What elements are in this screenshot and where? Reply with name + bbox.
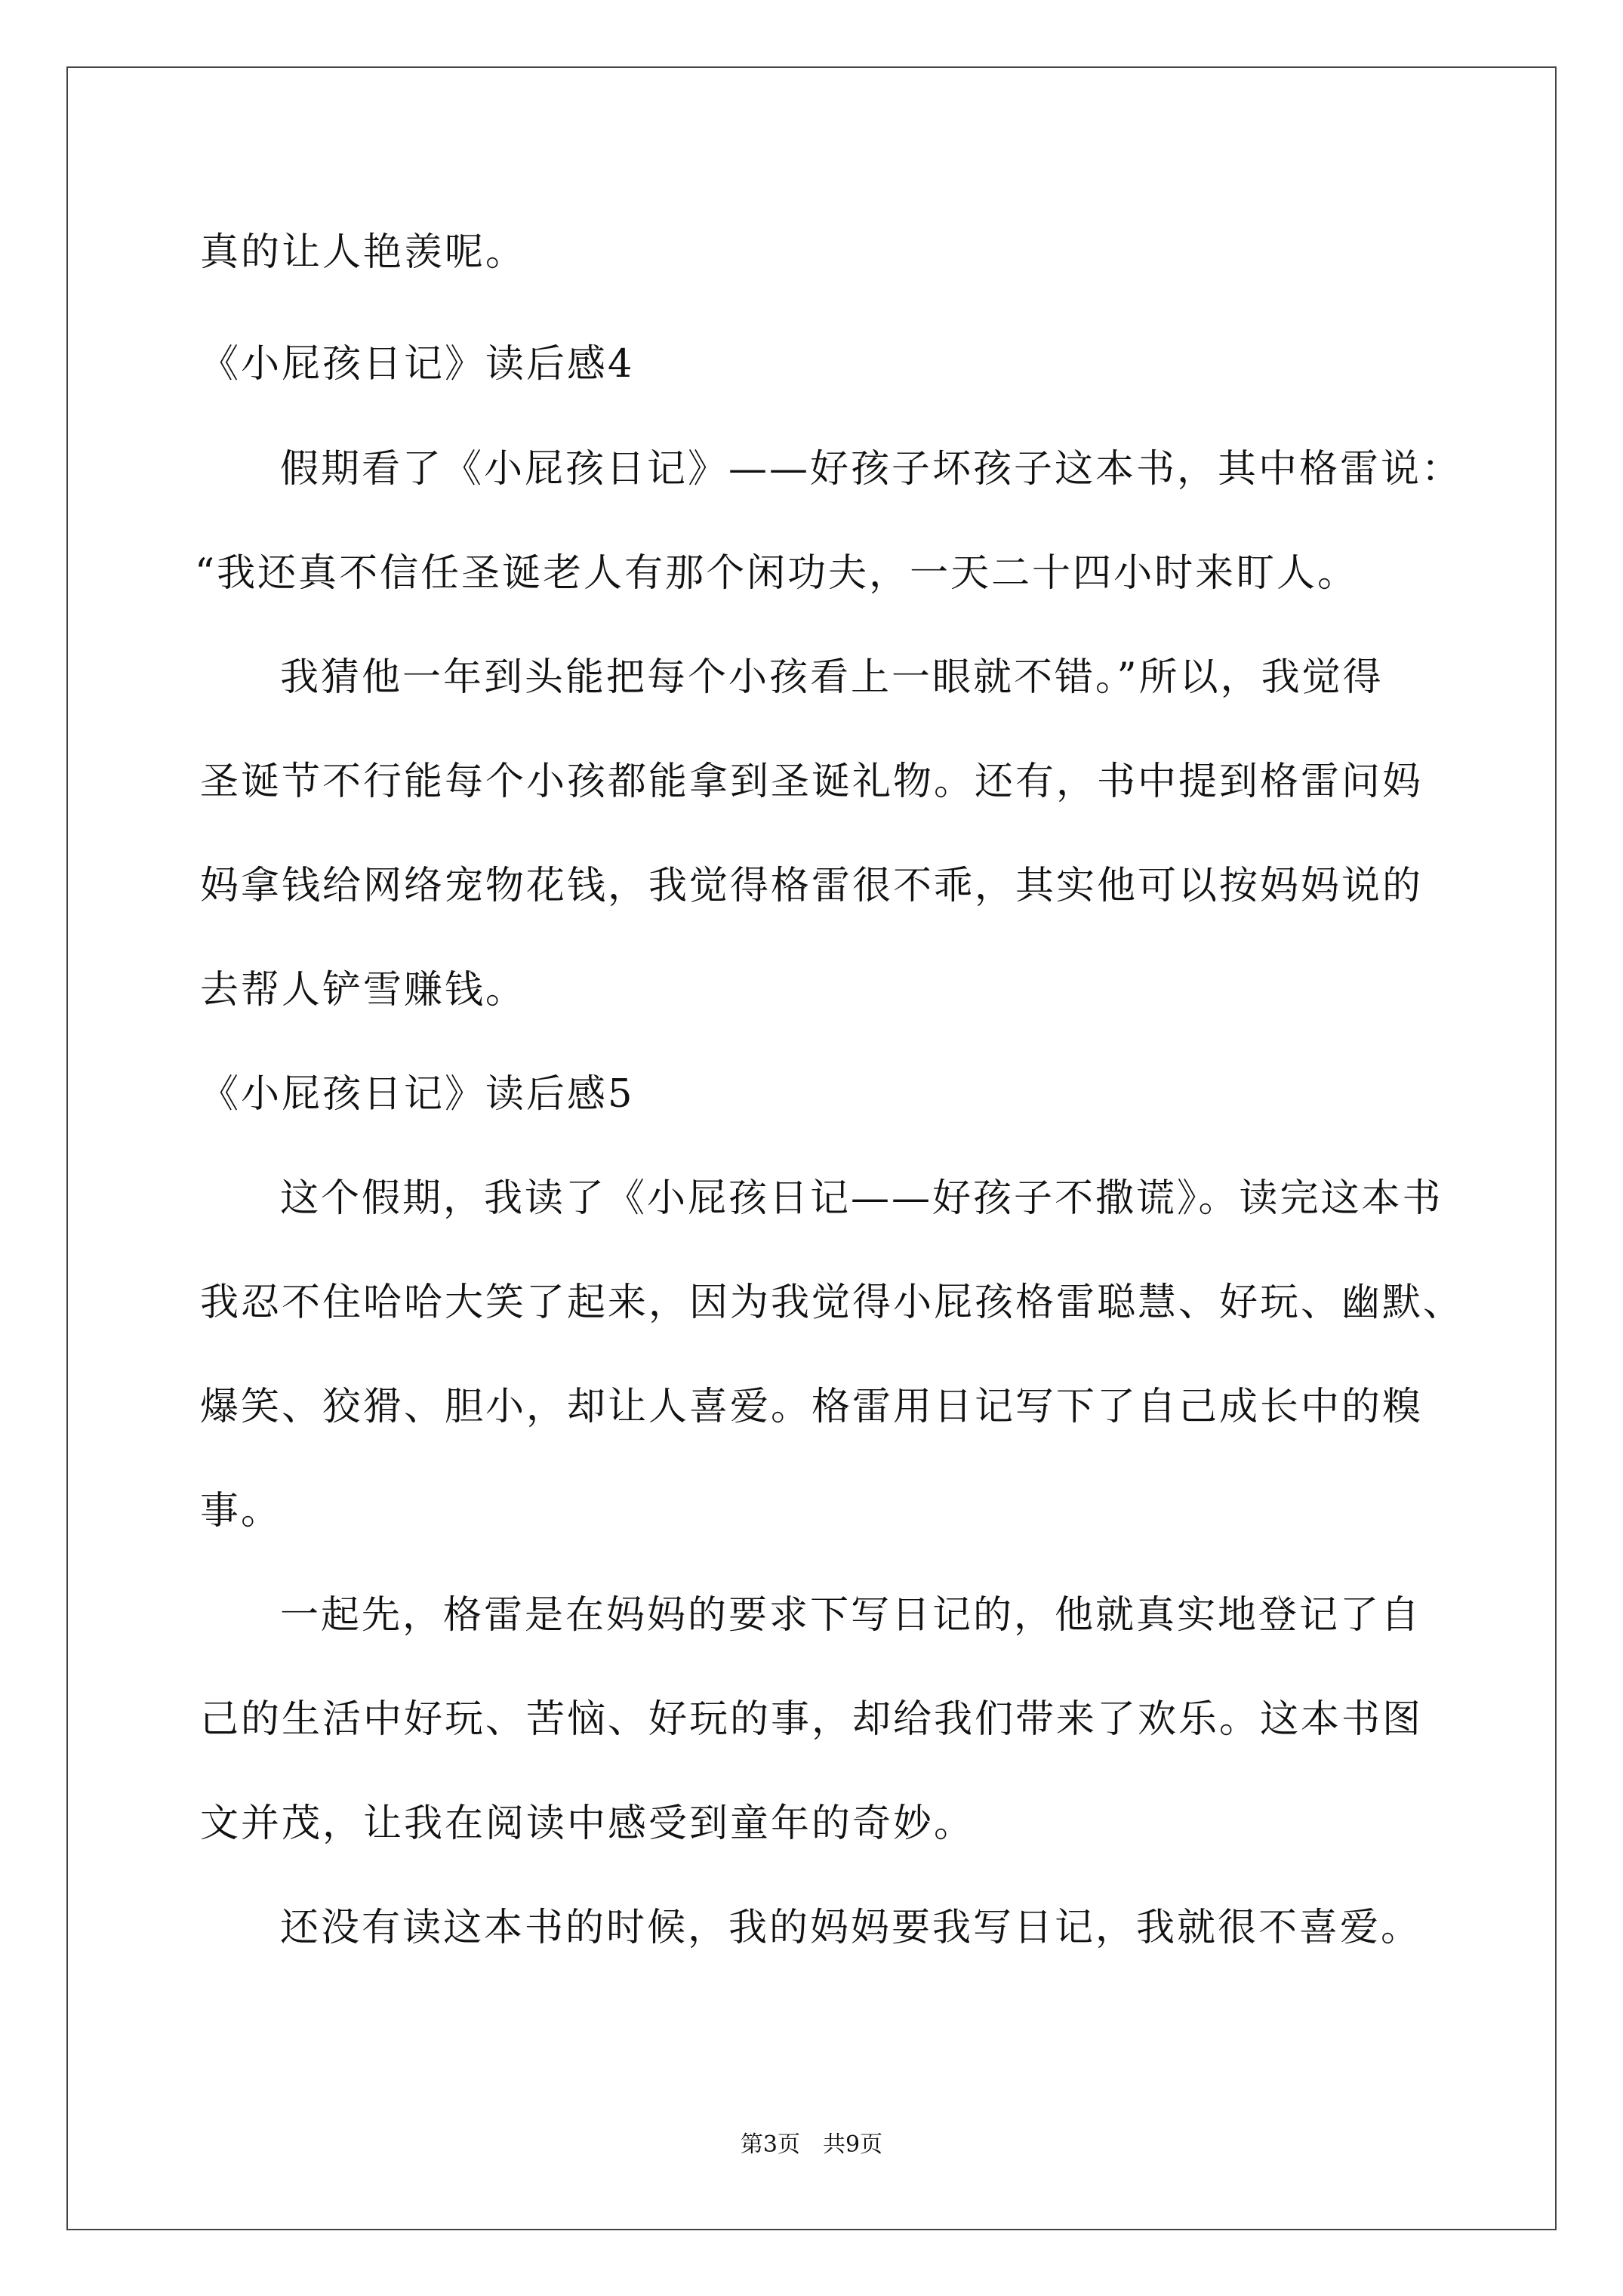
text-line: 文并茂，让我在阅读中感受到童年的奇妙。 [200, 1801, 975, 1846]
text-line: 己的生活中好玩、苦恼、好玩的事，却给我们带来了欢乐。这本书图 [200, 1697, 1424, 1742]
text-line: 事。 [200, 1489, 282, 1533]
text-line: 假期看了《小屁孩日记》——好孩子坏孩子这本书，其中格雷说： [280, 447, 1463, 492]
text-line: 我忍不住哈哈大笑了起来，因为我觉得小屁孩格雷聪慧、好玩、幽默、 [200, 1281, 1464, 1325]
section-heading: 《小屁孩日记》读后感5 [200, 1072, 635, 1117]
text-line: “我还真不信任圣诞老人有那个闲功夫，一天二十四小时来盯人。 [195, 551, 1359, 596]
page-number-footer: 第3页 共9页 [740, 2131, 883, 2158]
text-line: 妈拿钱给网络宠物花钱，我觉得格雷很不乖，其实他可以按妈妈说的 [200, 864, 1424, 908]
text-line: 还没有读这本书的时候，我的妈妈要我写日记，我就很不喜爱。 [280, 1906, 1422, 1950]
text-line: 真的让人艳羡呢。 [200, 230, 527, 275]
text-line: 圣诞节不行能每个小孩都能拿到圣诞礼物。还有，书中提到格雷问妈 [200, 760, 1424, 804]
text-line: 我猜他一年到头能把每个小孩看上一眼就不错。”所以，我觉得 [280, 655, 1384, 700]
section-heading: 《小屁孩日记》读后感4 [200, 342, 635, 387]
text-line: 这个假期，我读了《小屁孩日记——好孩子不撒谎》。读完这本书 [280, 1176, 1443, 1221]
text-line: 去帮人铲雪赚钱。 [200, 968, 527, 1012]
text-line: 爆笑、狡猾、胆小，却让人喜爱。格雷用日记写下了自己成长中的糗 [200, 1385, 1424, 1429]
text-line: 一起先，格雷是在妈妈的要求下写日记的，他就真实地登记了自 [280, 1593, 1422, 1638]
